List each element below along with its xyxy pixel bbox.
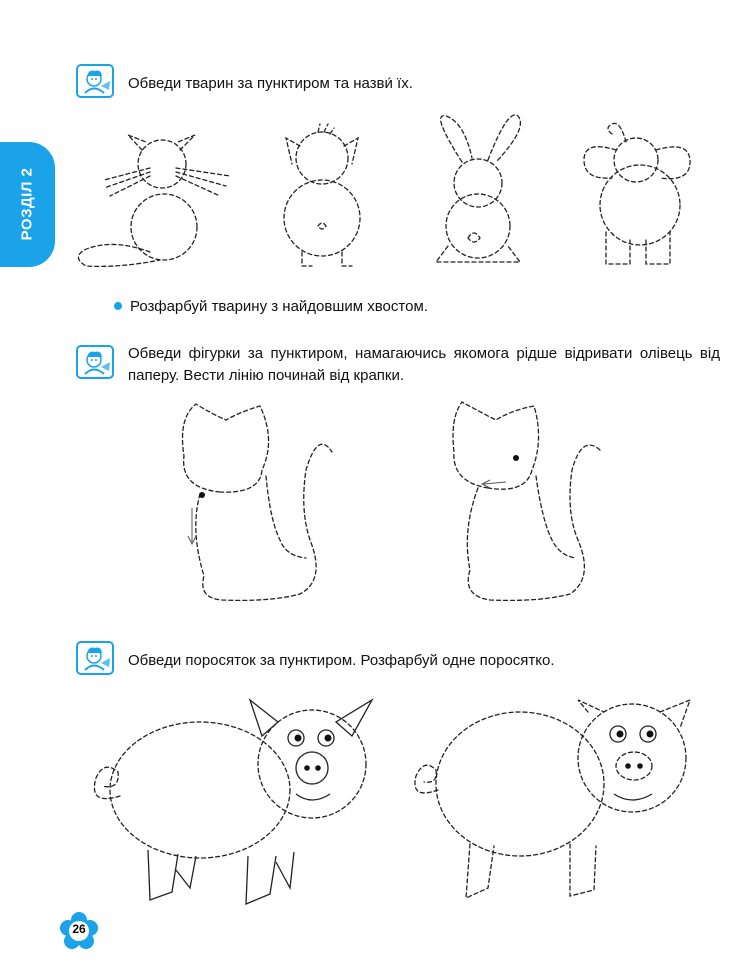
dashed-pig-drawing-left bbox=[94, 710, 366, 858]
dashed-rabbit-drawing bbox=[436, 115, 520, 262]
dashed-elephant-drawing bbox=[584, 123, 690, 264]
task-1-instruction: Обведи тварин за пунктиром та назви́ їх. bbox=[128, 75, 413, 92]
task-3-instruction: Обведи фігурки за пунктиром, намагаючись якомога рідше відривати олівець від паперу. Вести лінію починай від крапки. bbox=[128, 345, 720, 384]
section-tab-label: РОЗДІЛ 2 bbox=[18, 167, 36, 241]
dashed-dog-drawing bbox=[284, 124, 360, 266]
task-2-instruction: Розфарбуй тварину з найдовшим хвостом. bbox=[130, 298, 428, 315]
start-dot-left bbox=[199, 492, 205, 498]
dashed-pig-drawing-right bbox=[415, 700, 690, 898]
task-4-instruction: Обведи поросяток за пунктиром. Розфарбуй одне поросятко. bbox=[128, 652, 555, 669]
page-number: 26 bbox=[72, 922, 86, 936]
dashed-cat-silhouette-left bbox=[183, 404, 333, 600]
dashed-cat-drawing bbox=[78, 135, 230, 266]
dashed-cat-silhouette-right bbox=[453, 402, 600, 600]
flower-page-icon bbox=[60, 912, 98, 950]
start-dot-right bbox=[513, 455, 519, 461]
